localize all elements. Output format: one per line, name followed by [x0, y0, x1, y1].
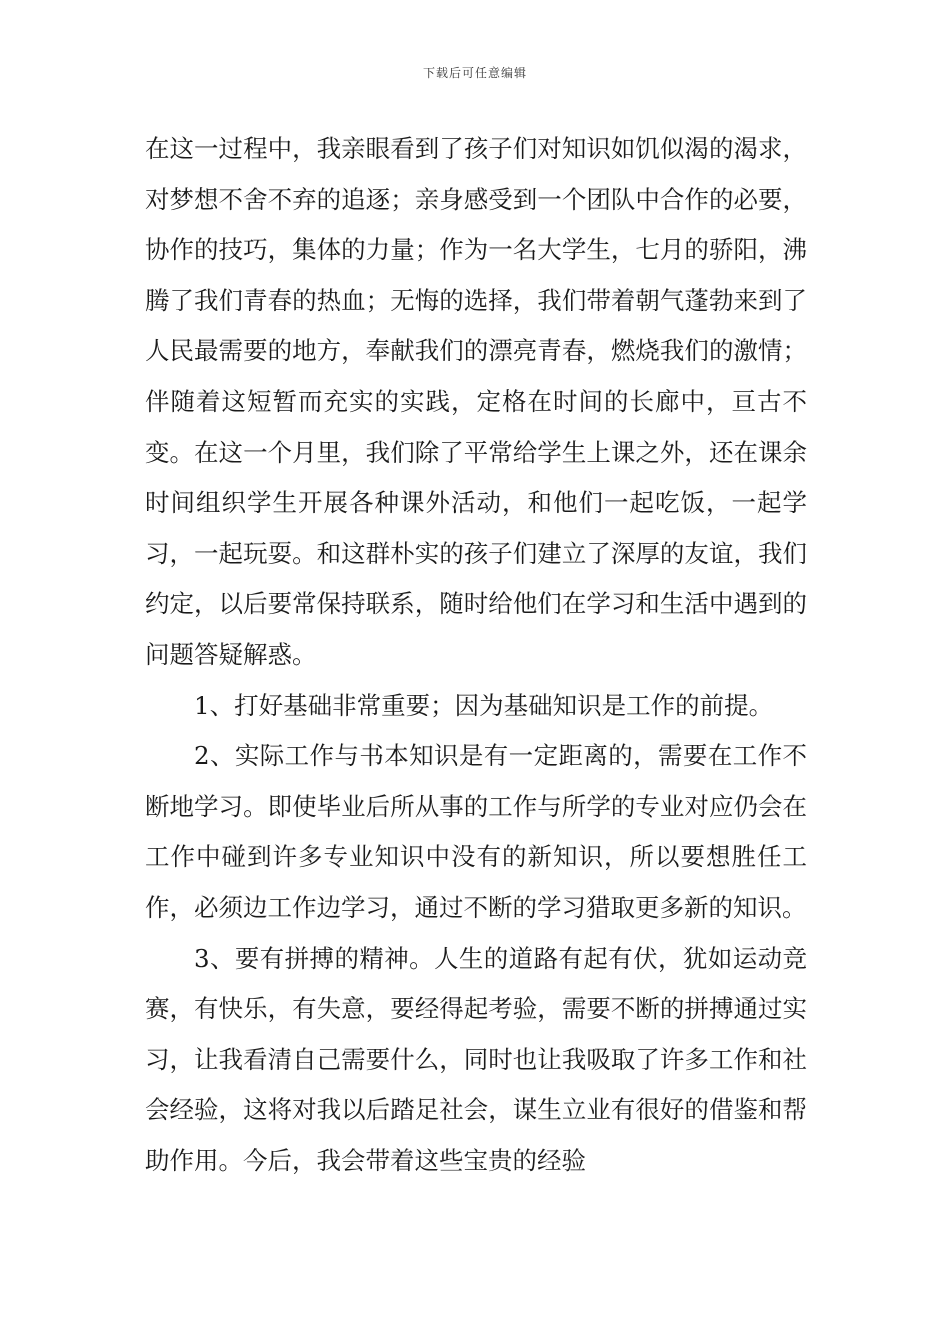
document-body: [145, 124, 807, 1186]
header-note: 下载后可任意编辑: [422, 66, 527, 80]
paragraph-4: 3、要有拼搏的精神。人生的道路有起有伏，犹如运动竞赛，有快乐，有失意，要经得起考验，需要不断的拼搏通过实习，让我看清自己需要什么，同时也让我吸取了许多工作和社会经验，这将对我以后踏足社会，谋生立业有很好的借鉴和帮助作用。今后，我会带着这些宝贵的经验: [145, 943, 807, 1175]
paragraph-3: 2、实际工作与书本知识是有一定距离的，需要在工作不断地学习。即使毕业后所从事的工作与所学的专业对应仍会在工作中碰到许多专业知识中没有的新知识，所以要想胜任工作，必须边工作边学习，通过不断的学习猎取更多新的知识。: [145, 741, 807, 922]
paragraph-1: 在这一过程中，我亲眼看到了孩子们对知识如饥似渴的渴求，对梦想不舍不弃的追逐；亲身感受到一个团队中合作的必要，协作的技巧，集体的力量；作为一名大学生，七月的骄阳，沸腾了我们青春的热血；无悔的选择，我们带着朝气蓬勃来到了人民最需要的地方，奉献我们的漂亮青春，燃烧我们的激情；伴随着这短暂而充实的实践，定格在时间的长廊中，亘古不变。在这一个月里，我们除了平常给学生上课之外，还在课余时间组织学生开展各种课外活动，和他们一起吃饭，一起学习，一起玩耍。和这群朴实的孩子们建立了深厚的友谊，我们约定，以后要常保持联系，随时给他们在学习和生活中遇到的问题答疑解惑。: [145, 134, 807, 669]
paragraph-2: 1、打好基础非常重要；因为基础知识是工作的前提。: [194, 690, 774, 720]
